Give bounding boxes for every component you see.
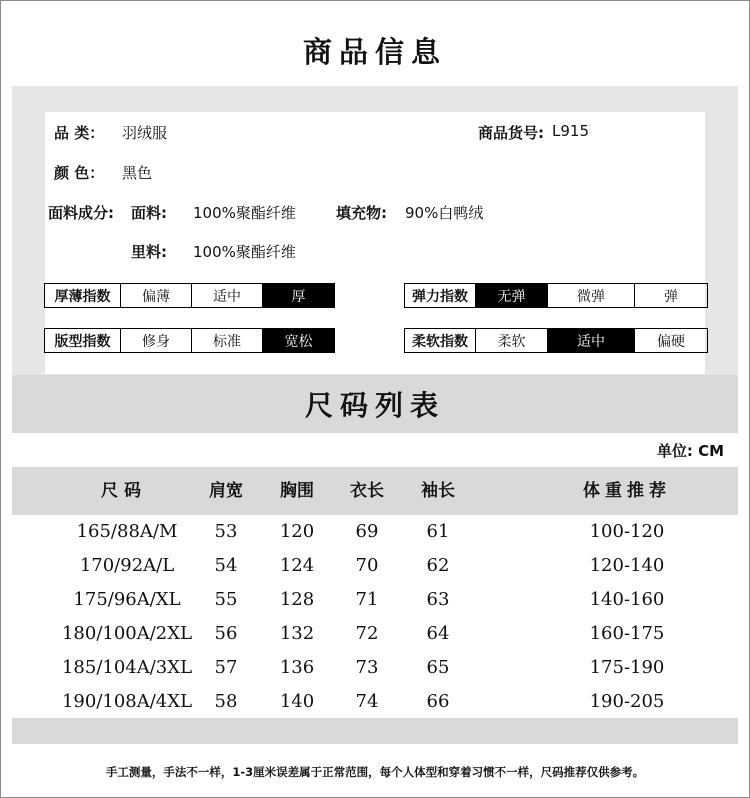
index-option: 偏薄 [121, 284, 192, 307]
header-shoulder: 肩宽 [209, 481, 243, 501]
size-table-body [12, 515, 738, 719]
cell-weight: 120-140 [589, 555, 665, 576]
table-row [12, 583, 738, 617]
category-label: 品 类： [54, 124, 105, 142]
thickness-index [44, 283, 335, 308]
header-chest: 胸围 [280, 481, 314, 501]
index-name: 厚薄指数 [45, 284, 121, 307]
table-row [12, 549, 738, 583]
cell-length: 69 [355, 521, 379, 542]
cell-chest: 136 [279, 657, 315, 678]
cell-length: 72 [355, 623, 379, 644]
cell-shoulder: 53 [214, 521, 238, 542]
cell-shoulder: 54 [214, 555, 238, 576]
header-length: 衣长 [350, 481, 384, 501]
cell-shoulder: 55 [214, 589, 238, 610]
filling-value: 90%白鸭绒 [405, 204, 484, 222]
cell-chest: 120 [279, 521, 315, 542]
cell-sleeve: 64 [426, 623, 450, 644]
index-option: 偏硬 [657, 333, 685, 350]
size-list-title: 尺码列表 [304, 389, 445, 422]
sku-value: L915 [552, 122, 589, 140]
cell-size: 185/104A/3XL [61, 657, 193, 678]
size-title-band [12, 375, 738, 433]
cell-length: 74 [355, 691, 379, 712]
cell-sleeve: 65 [426, 657, 450, 678]
index-option: 标准 [192, 329, 263, 352]
color-value: 黑色 [122, 164, 153, 182]
index-option: 无弹 [476, 284, 548, 307]
cell-size: 170/92A/L [79, 555, 175, 576]
elasticity-index [404, 283, 708, 308]
cell-sleeve: 66 [426, 691, 450, 712]
table-row [12, 617, 738, 651]
color-label: 颜 色： [54, 164, 105, 182]
lining-value: 100%聚酯纤维 [193, 243, 296, 261]
softness-index [404, 328, 708, 353]
table-row [12, 515, 738, 549]
outer-fabric-label: 面料: [131, 204, 167, 222]
index-option: 柔软 [476, 329, 548, 352]
filling-label: 填充物: [336, 204, 387, 222]
table-row [12, 685, 738, 719]
cell-chest: 132 [279, 623, 315, 644]
cell-chest: 128 [279, 589, 315, 610]
cell-sleeve: 63 [426, 589, 450, 610]
cell-weight: 175-190 [589, 657, 665, 678]
header-size: 尺 码 [101, 481, 141, 501]
category-value: 羽绒服 [122, 124, 168, 142]
index-name: 弹力指数 [405, 284, 476, 307]
cell-weight: 100-120 [589, 521, 665, 542]
product-info-title: 商品信息 [302, 35, 447, 69]
table-footer-band [12, 718, 738, 744]
cell-size: 165/88A/M [76, 521, 178, 542]
index-option: 适中 [192, 284, 263, 307]
sku-label: 商品货号: [478, 124, 544, 142]
cell-sleeve: 62 [426, 555, 450, 576]
index-option: 微弹 [548, 284, 635, 307]
index-name: 柔软指数 [405, 329, 476, 352]
index-option: 弹 [664, 288, 678, 305]
cell-size: 175/96A/XL [73, 589, 181, 610]
lining-label: 里料: [131, 243, 167, 261]
index-name: 版型指数 [45, 329, 121, 352]
unit-label: 单位: CM [656, 442, 724, 460]
fabric-label: 面料成分: [48, 204, 114, 222]
cell-length: 70 [355, 555, 379, 576]
cell-weight: 190-205 [589, 691, 665, 712]
cell-sleeve: 61 [426, 521, 450, 542]
index-option: 修身 [121, 329, 192, 352]
index-option: 适中 [548, 329, 635, 352]
index-option: 宽松 [263, 329, 334, 352]
cell-chest: 124 [279, 555, 315, 576]
cell-shoulder: 56 [214, 623, 238, 644]
size-table-header [12, 467, 738, 515]
cell-weight: 160-175 [589, 623, 665, 644]
cell-size: 180/100A/2XL [61, 623, 193, 644]
info-card [45, 112, 705, 374]
cell-chest: 140 [279, 691, 315, 712]
cell-weight: 140-160 [589, 589, 665, 610]
table-row [12, 651, 738, 685]
cell-shoulder: 57 [214, 657, 238, 678]
fit-index [44, 328, 335, 353]
measurement-note: 手工测量，手法不一样，1-3厘米误差属于正常范围，每个人体型和穿着习惯不一样，尺码推荐仅供参考。 [105, 765, 645, 779]
outer-fabric-value: 100%聚酯纤维 [193, 204, 296, 222]
header-sleeve: 袖长 [421, 481, 455, 501]
cell-shoulder: 58 [214, 691, 238, 712]
cell-length: 71 [355, 589, 379, 610]
cell-size: 190/108A/4XL [61, 691, 193, 712]
cell-length: 73 [355, 657, 379, 678]
header-weight: 体重推荐 [583, 481, 671, 501]
index-option: 厚 [263, 284, 334, 307]
